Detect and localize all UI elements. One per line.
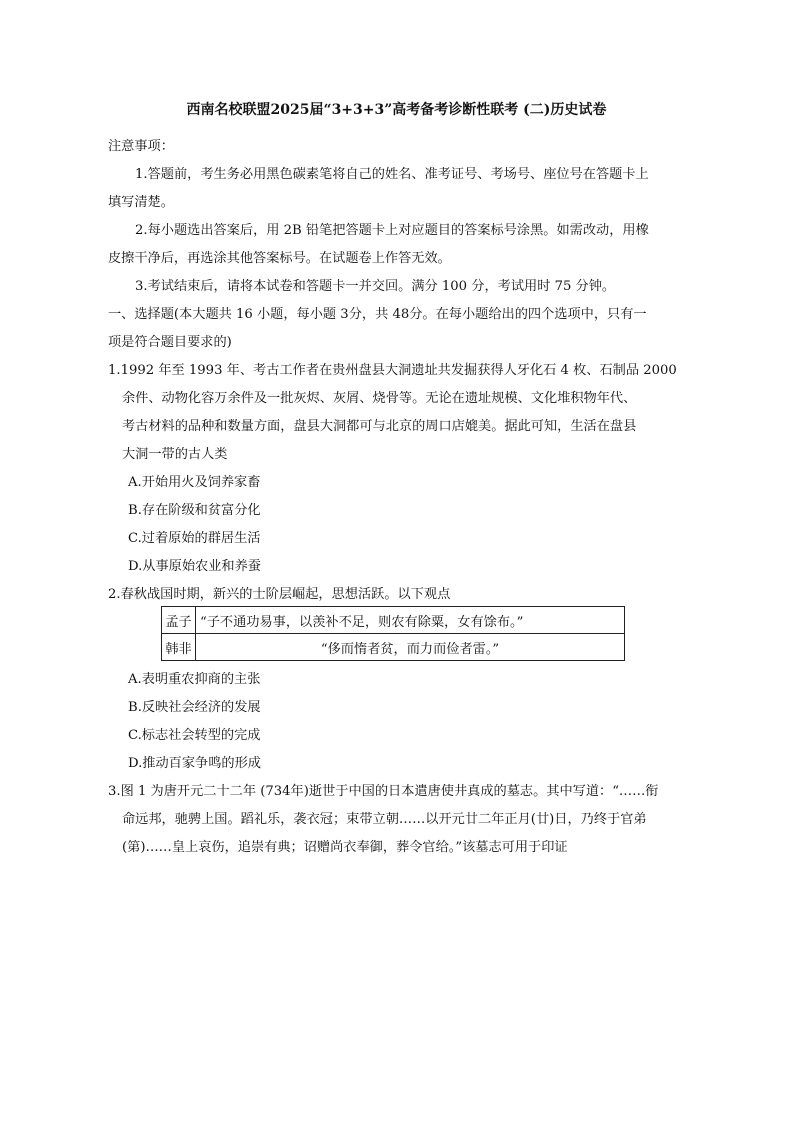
question-1-line-2: 余件、动物化容万余件及一批灰烬、灰屑、烧骨等。无论在遗址规模、文化堆积物年代、 — [122, 391, 637, 406]
notice-heading: 注意事项： — [108, 139, 174, 154]
quote-speaker: 孟子 — [162, 607, 196, 634]
quote-speaker: 韩非 — [162, 634, 196, 661]
question-1-option-b: B.存在阶级和贫富分化 — [128, 503, 261, 518]
notice-item-2-line-1: 2.每小题选出答案后，用 2B 铅笔把答题卡上对应题目的答案标号涂黑。如需改动，用橡 — [135, 223, 649, 238]
notice-item-1-line-1: 1.答题前，考生务必用黑色碳素笔将自己的姓名、准考证号、考场号、座位号在答题卡上 — [135, 167, 649, 182]
question-1-option-c: C.过着原始的群居生活 — [128, 531, 261, 546]
notice-item-2-line-2: 皮擦干净后，再选涂其他答案标号。在试题卷上作答无效。 — [108, 251, 451, 266]
quote-text: “子不通功易事，以羡补不足，则农有除粟，女有馀布。” — [196, 607, 625, 634]
question-3-line-1: 3.图 1 为唐开元二十二年 (734年)逝世于中国的日本遣唐使井真成的墓志。其中写道：“……衔 — [108, 784, 659, 799]
question-1-line-4: 大洞一带的古人类 — [122, 447, 228, 462]
table-row — [162, 607, 625, 634]
question-1-line-1: 1.1992 年至 1993 年、考古工作者在贵州盘县大洞遗址共发掘获得人牙化石 4 枚、石制品 2000 — [108, 363, 677, 378]
question-3-line-2: 命远邦，驰骋上国。蹈礼乐，袭衣冠；束带立朝……以开元廿二年正月(廿)日，乃终于官弟 — [122, 812, 647, 827]
notice-item-1-line-2: 填写清楚。 — [108, 195, 174, 210]
question-2-option-d: D.推动百家争鸣的形成 — [128, 756, 261, 771]
notice-item-3: 3.考试结束后，请将本试卷和答题卡一并交回。满分 100 分，考试用时 75 分钟。 — [135, 279, 616, 294]
section-heading-line-2: 项是符合题目要求的) — [108, 335, 232, 350]
question-1-option-a: A.开始用火及饲养家畜 — [128, 475, 261, 490]
table-row — [162, 634, 625, 661]
question-2-option-c: C.标志社会转型的完成 — [128, 728, 261, 743]
page-title: 西南名校联盟2025届“3+3+3”高考备考诊断性联考 (二)历史试卷 — [186, 102, 607, 118]
quote-table — [161, 606, 625, 661]
question-1-option-d: D.从事原始农业和养蚕 — [128, 559, 261, 574]
quote-text: “侈而惰者贫，而力而俭者雷。” — [196, 634, 625, 661]
question-2-option-a: A.表明重农抑商的主张 — [128, 672, 261, 687]
section-heading-line-1: 一、选择题(本大题共 16 小题，每小题 3分，共 48分。在每小题给出的四个选项中，只有一 — [108, 307, 647, 322]
question-2-line-1: 2.春秋战国时期，新兴的士阶层崛起，思想活跃。以下观点 — [108, 587, 451, 602]
question-3-line-3: (第)……皇上哀伤，追崇有典；诏赠尚衣奉御，葬令官给。”该墓志可用于印证 — [122, 840, 568, 855]
question-2-option-b: B.反映社会经济的发展 — [128, 700, 261, 715]
question-1-line-3: 考古材料的品种和数量方面，盘县大洞都可与北京的周口店媲美。据此可知，生活在盘县 — [122, 419, 637, 434]
